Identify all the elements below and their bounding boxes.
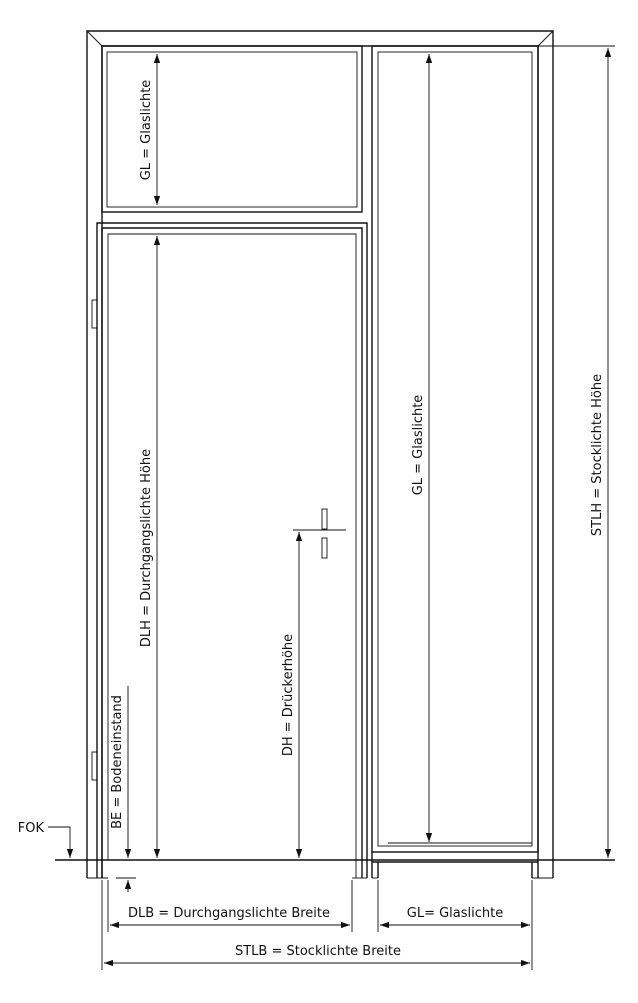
- door-leaf: [87, 223, 367, 878]
- gl-top-label: GL = Glaslichte: [139, 79, 154, 181]
- hinge-top: [92, 300, 97, 328]
- fok-marker: [18, 821, 70, 858]
- be-dimension: [110, 686, 136, 892]
- hinge-bottom: [92, 752, 97, 780]
- side-panel-glass: [372, 46, 538, 852]
- gl-side-label: GL = Glaslichte: [411, 394, 426, 496]
- dh-dimension: [281, 530, 346, 858]
- dlh-label: DLH = Durchgangslichte Höhe: [139, 448, 154, 648]
- be-label: BE = Bodeneinstand: [110, 695, 125, 829]
- dlb-dimension: [108, 880, 352, 932]
- dlb-label: DLB = Durchgangslichte Breite: [127, 906, 331, 921]
- gl-bottom-dimension: [378, 880, 532, 970]
- stlb-label: STLB = Stocklichte Breite: [234, 944, 402, 959]
- side-panel-base: [372, 852, 553, 878]
- gl-side-dimension: [411, 54, 429, 842]
- gl-bottom-label: GL= Glaslichte: [406, 906, 504, 921]
- dlh-dimension: [139, 236, 157, 858]
- stlh-label: STLH = Stocklichte Höhe: [590, 373, 605, 537]
- dh-label: DH = Drückerhöhe: [281, 633, 296, 757]
- door-handle: [322, 509, 327, 558]
- gl-top-dimension: [139, 54, 157, 205]
- fok-label: FOK: [17, 821, 44, 836]
- stlh-dimension: [538, 46, 615, 858]
